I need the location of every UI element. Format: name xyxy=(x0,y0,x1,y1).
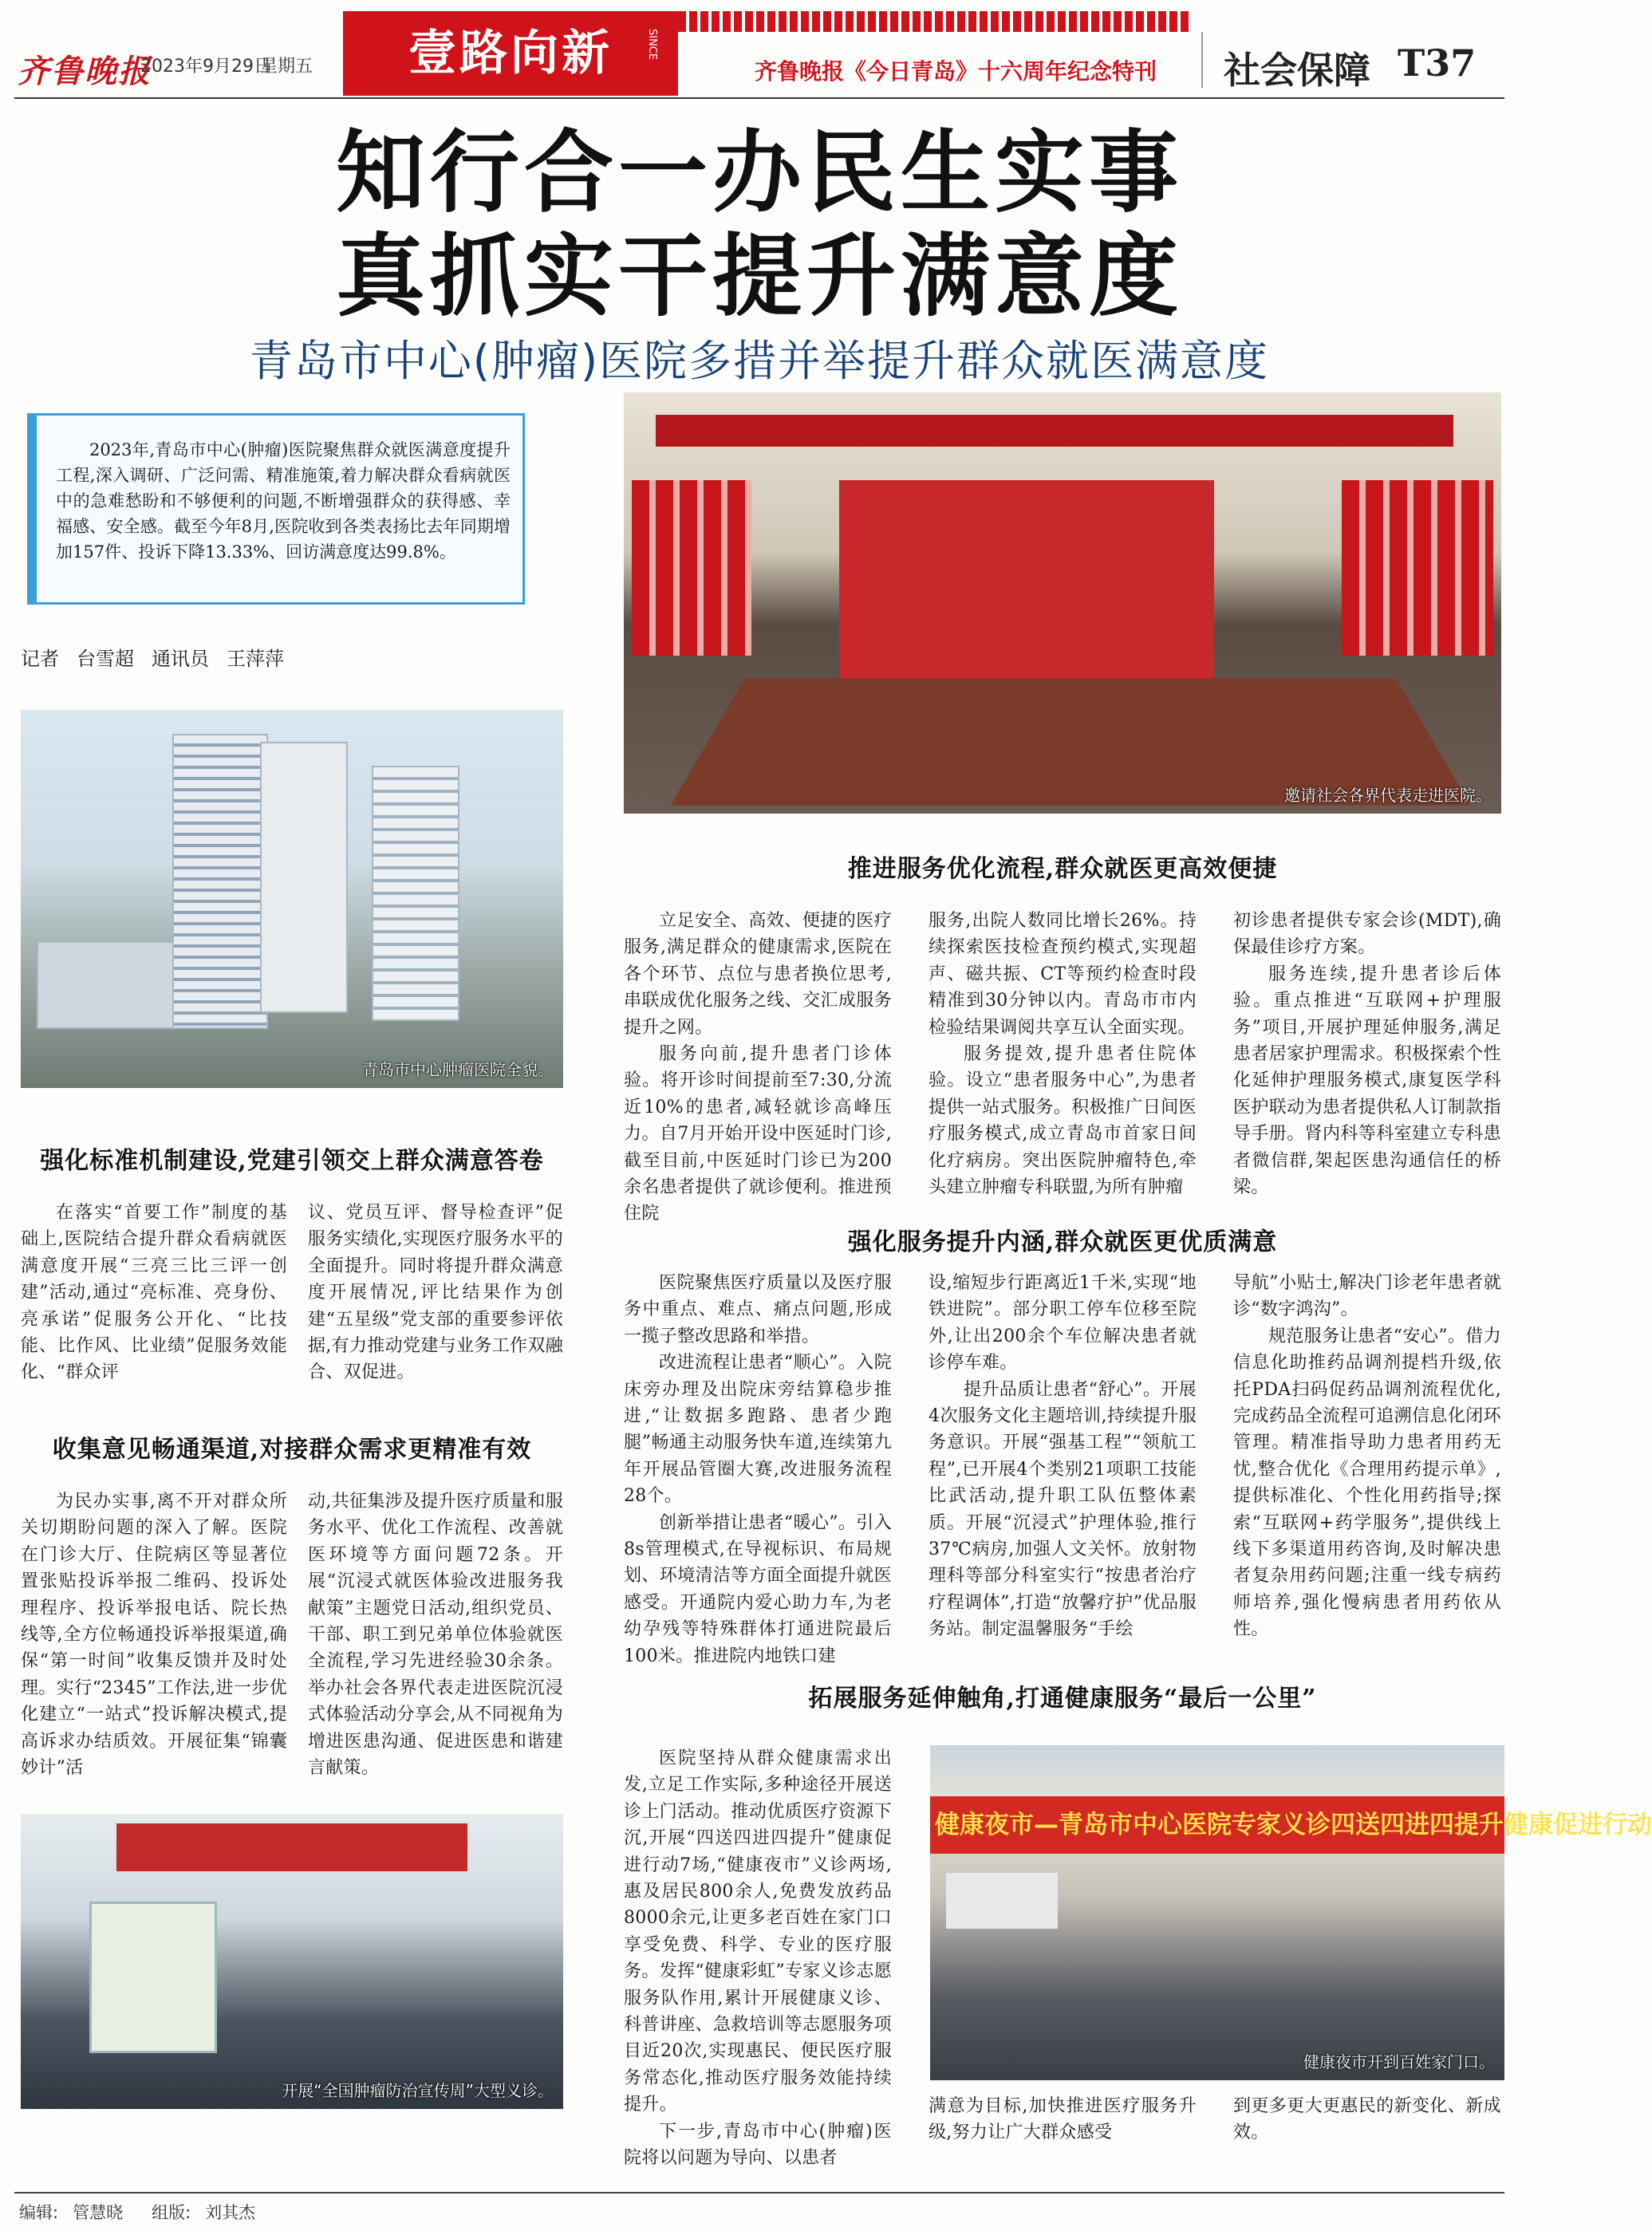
section-3-col-1 xyxy=(624,908,892,1228)
section-4-col-1 xyxy=(624,1270,892,1669)
section-5-col-1 xyxy=(624,1745,892,2172)
paragraph: 服务提效,提升患者住院体验。设立“患者服务中心”,为患者提供一站式服务。积极推广日间医疗服务模式,成立青岛市首家日间化疗病房。突出医院肿瘤特色,牵头建立肿瘤专科联盟,为所有肿瘤 xyxy=(929,1044,1197,1198)
section-2-col-2 xyxy=(308,1488,563,1781)
paragraph: 动,共征集涉及提升医疗质量和服务水平、优化工作流程、改善就医环境等方面问题72条。开展“沉浸式就医体验改进服务我献策”主题党日活动,组织党员、干部、职工到兄弟单位体验就医全流程,学习先进经验30余条。举办社会各界代表走进医院沉浸式体验活动分享会,从不同视角为增进医患沟通、促进医患和谐建言献策。 xyxy=(308,1492,563,1779)
section-2-col-1 xyxy=(21,1488,287,1781)
flags-right xyxy=(1342,480,1493,656)
section-name: 社会保障 xyxy=(1224,49,1370,92)
paragraph: 服务,出院人数同比增长26%。持续探索医技检查预约模式,实现超声、磁共振、CT等预约检查时段精准到30分钟以内。青岛市市内检验结果调阅共享互认全面实现。 xyxy=(929,911,1197,1038)
clinic-photo xyxy=(21,1814,563,2109)
layout-name: 刘其杰 xyxy=(205,2203,256,2222)
issue-date: 2023年9月29日 xyxy=(140,57,271,77)
special-issue-title: 齐鲁晚报《今日青岛》十六周年纪念特刊 xyxy=(755,58,1157,85)
layout-label: 组版: xyxy=(152,2203,191,2222)
section-4-col-2 xyxy=(929,1270,1197,1643)
headline-line-2: 真抓实干提升满意度 xyxy=(336,224,1183,329)
paragraph: 服务向前,提升患者门诊体验。将开诊时间提前至7:30,分流近10%的患者,减轻就诊高峰压力。自7月开始开设中医延时门诊,截至目前,中医延时门诊已为200余名患者提供了就诊便利。推进预住院 xyxy=(624,1044,892,1224)
meeting-banner xyxy=(656,415,1453,447)
paragraph: 到更多更大更惠民的新变化、新成效。 xyxy=(1233,2096,1501,2143)
section-5-col-2 xyxy=(929,2093,1197,2146)
flags-left xyxy=(632,480,751,656)
paragraph: 议、党员互评、督导检查评”促服务实绩化,实现医疗服务水平的全面提升。同时将提升群众满意度开展情况,评比结果作为创建“五星级”党支部的重要参评依据,有力推动党建与业务工作双融合、双促进。 xyxy=(308,1203,563,1383)
meeting-photo xyxy=(624,392,1501,814)
building-tower-a xyxy=(172,734,268,1029)
paragraph: 下一步,青岛市中心(肿瘤)医院将以问题为导向、以患者 xyxy=(624,2121,892,2169)
paragraph: 医院聚焦医疗质量以及医疗服务中重点、难点、痛点问题,形成一揽子整改思路和举措。 xyxy=(624,1273,892,1346)
subheadline: 青岛市中心(肿瘤)医院多措并举提升群众就医满意度 xyxy=(249,336,1270,386)
intro-summary: 2023年,青岛市中心(肿瘤)医院聚焦群众就医满意度提升工程,深入调研、广泛问需、精准施策,着力解决群众看病就医中的急难愁盼和不够便利的问题,不断增强群众的获得感、幸福感、安全感。截至今年8月,医院收到各类表扬比去年同期增加157件、投诉下降13.33%、回访满意度达99.8%。 xyxy=(56,440,511,562)
section-1-col-1 xyxy=(21,1200,287,1386)
section-3-title: 推进服务优化流程,群众就医更高效便捷 xyxy=(847,855,1278,883)
intro-accent-bar xyxy=(27,413,37,605)
meeting-screen xyxy=(839,480,1214,680)
paragraph: 提升品质让患者“舒心”。开展4次服务文化主题培训,持续提升服务意识。开展“强基工程”“领航工程”,已开展4个类别21项职工技能比武活动,提升职工队伍整体素质。开展“沉浸式”护理体验,推行37℃病房,加强人文关怀。放射物理科等部分科室实行“按患者治疗疗程调体”,打造“放馨疗护”优品服务站。制定温馨服务“手绘 xyxy=(929,1379,1197,1640)
night-photo-caption: 健康夜市开到百姓家门口。 xyxy=(1303,2052,1495,2071)
paragraph: 创新举措让患者“暖心”。引入8s管理模式,在导视标识、布局规划、环境清洁等方面全面提升就医感受。开通院内爱心助力车,为老幼孕残等特殊群体打通进院最后100米。推进院内地铁口建 xyxy=(624,1512,892,1666)
section-4-title: 强化服务提升内涵,群众就医更优质满意 xyxy=(847,1228,1278,1256)
section-2-title: 收集意见畅通渠道,对接群众需求更精准有效 xyxy=(52,1436,532,1464)
anniversary-banner-sub: SINCE xyxy=(646,29,658,61)
hospital-photo-caption: 青岛市中心肿瘤医院全貌。 xyxy=(362,1060,554,1079)
section-5-col-3 xyxy=(1233,2093,1501,2146)
editor-credit xyxy=(19,2203,137,2222)
paragraph: 为民办实事,离不开对群众所关切期盼问题的深入了解。医院在门诊大厅、住院病区等显著位置张贴投诉举报二维码、投诉处理程序、投诉举报电话、院长热线等,全方位畅通投诉举报渠道,确保“第一时间”收集反馈并及时处理。实行“2345”工作法,进一步优化建立“一站式”投诉解决模式,提高诉求办结质效。开展征集“锦囊妙计”活 xyxy=(21,1492,287,1779)
section-3-col-3 xyxy=(1233,908,1501,1200)
paragraph: 满意为目标,加快推进医疗服务升级,努力让广大群众感受 xyxy=(929,2096,1197,2143)
section-1-title: 强化标准机制建设,党建引领交上群众满意答卷 xyxy=(40,1147,544,1175)
health-night-market-photo xyxy=(930,1745,1652,2080)
masthead-divider xyxy=(1201,32,1203,88)
clinic-poster xyxy=(116,1823,467,1871)
paragraph: 医院坚持从群众健康需求出发,立足工作实际,多种途径开展送诊上门活动。推动优质医疗资源下沉,开展“四送四进四提升”健康促进行动7场,“健康夜市”义诊两场,惠及居民800余人,免费发放药品8000余元,让更多老百姓在家门口享受免费、科学、专业的医疗服务。发挥“健康彩虹”专家义诊志愿服务队作用,累计开展健康义诊、科普讲座、急救培训等志愿服务项目近20次,实现惠民、便民医疗服务常态化,推动医疗服务效能持续提升。 xyxy=(624,1748,892,2115)
paragraph: 服务连续,提升患者诊后体验。重点推进“互联网+护理服务”项目,开展护理延伸服务,满足患者居家护理需求。积极探索个性化延伸护理服务模式,康复医学科医护联动为患者提供私人订制款指导手册。肾内科等科室建立专科患者微信群,架起医患沟通信任的桥梁。 xyxy=(1233,964,1501,1198)
clinic-photo-caption: 开展“全国肿瘤防治宣传周”大型义诊。 xyxy=(282,2081,554,2100)
editor-label: 编辑: xyxy=(19,2203,59,2222)
headline-line-1: 知行合一办民生实事 xyxy=(336,120,1183,225)
paragraph: 改进流程让患者“顺心”。入院床旁办理及出院床旁结算稳步推进,“让数据多跑路、患者少跑腿”畅通主动服务快车道,连续第九年开展品管圈大赛,改进服务流程28个。 xyxy=(624,1353,892,1507)
paragraph: 规范服务让患者“安心”。借力信息化助推药品调剂提档升级,依托PDA扫码促药品调剂流程优化,完成药品全流程可追溯信息化闭环管理。精准指导助力患者用药无忧,整合优化《合理用药提示单》,提供标准化、个性化用药指导;探索“互联网+药学服务”,提供线上线下多渠道用药咨询,及时解决患者复杂用药问题;注重一线专病药师培养,强化慢病患者用药依从性。 xyxy=(1233,1326,1501,1640)
section-1-col-2 xyxy=(308,1200,563,1386)
paragraph: 设,缩短步行距离近1千米,实现“地铁进院”。部分职工停车位移至院外,让出200余个车位解决患者就诊停车难。 xyxy=(929,1273,1197,1374)
section-4-col-3 xyxy=(1233,1270,1501,1643)
masthead-stripe xyxy=(678,11,1189,32)
issue-weekday: 星期五 xyxy=(260,57,313,77)
meeting-photo-caption: 邀请社会各界代表走进医院。 xyxy=(1284,786,1492,805)
paragraph: 导航”小贴士,解决门诊老年患者就诊“数字鸿沟”。 xyxy=(1233,1273,1501,1320)
anniversary-banner: 壹路向新 xyxy=(343,11,678,96)
reporter-label: 记者 xyxy=(21,648,59,670)
section-3-col-2 xyxy=(929,908,1197,1200)
building-low xyxy=(37,941,180,1029)
newspaper-logo: 齐鲁晚报 xyxy=(18,53,152,90)
masthead-rule xyxy=(14,97,1504,99)
building-tower-b xyxy=(260,742,348,1013)
paragraph: 初诊患者提供专家会诊(MDT),确保最佳诊疗方案。 xyxy=(1233,911,1501,958)
clinic-board xyxy=(89,1902,217,2053)
page-number: T37 xyxy=(1398,41,1477,85)
footer-rule xyxy=(14,2192,1504,2194)
reporter-name: 台雪超 xyxy=(77,648,134,670)
building-tower-c xyxy=(372,766,459,1021)
correspondent-label: 通讯员 xyxy=(152,648,209,670)
correspondent-name: 王萍萍 xyxy=(227,648,284,670)
paragraph: 在落实“首要工作”制度的基础上,医院结合提升群众看病就医满意度开展“三亮三比三评一创建”活动,通过“亮标准、亮身份、亮承诺”促服务公开化、“比技能、比作风、比业绩”促服务效能化、“群众评 xyxy=(21,1203,287,1383)
night-market-banner-text: 健康夜市—青岛市中心医院专家义诊四送四进四提升健康促进行动 xyxy=(935,1811,1652,1839)
night-market-tent xyxy=(946,1873,1058,1929)
footer-credits xyxy=(19,2200,284,2224)
layout-credit xyxy=(152,2203,270,2222)
editor-name: 管慧晓 xyxy=(73,2203,124,2222)
hospital-photo xyxy=(21,710,563,1088)
byline xyxy=(21,643,302,671)
section-5-title: 拓展服务延伸触角,打通健康服务“最后一公里” xyxy=(808,1685,1317,1713)
paragraph: 立足安全、高效、便捷的医疗服务,满足群众的健康需求,医院在各个环节、点位与患者换位思考,串联成优化服务之线、交汇成服务提升之网。 xyxy=(624,911,892,1038)
